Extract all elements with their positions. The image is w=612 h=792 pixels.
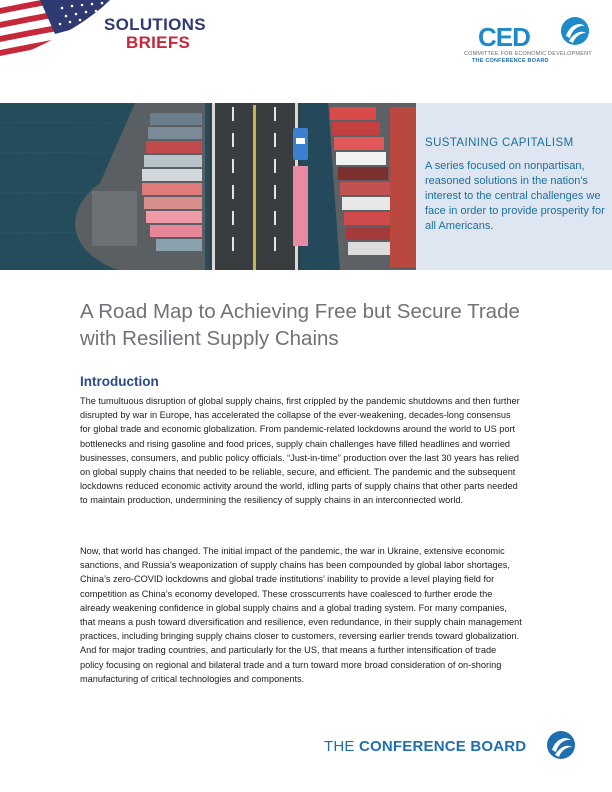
series-description: A series focused on nonpartisan, reasoned solutions in the nation's interest to the central challenges we face in order to provide prosperity for all Americans. [425, 160, 605, 232]
ced-logo-word: CED [478, 22, 530, 52]
series-line-briefs: BRIEFS [126, 33, 191, 52]
us-flag-graphic [0, 0, 110, 70]
solutions-briefs-badge [104, 16, 206, 52]
conference-board-swirl-icon [560, 14, 590, 48]
series-kicker: SUSTAINING CAPITALISM [425, 137, 574, 149]
footer-brand-bold: CONFERENCE BOARD [358, 738, 527, 755]
footer-brand [324, 738, 526, 755]
ced-logo-tagline: COMMITTEE FOR ECONOMIC DEVELOPMENT [464, 51, 592, 57]
series-info-panel [416, 103, 612, 270]
conference-board-logo-icon [546, 729, 576, 761]
body-paragraph: The tumultuous disruption of global supply chains, first crippled by the pandemic shutdowns and then further disrupted by war in Europe, has accelerated the collapse of the ever-weakening, decades-long consensus for global trade and economic globalization. From pandemic-related lockdowns around the world to US port bottlenecks and rising gasoline and food prices, supply chain challenges have filled headlines and worried businesses, consumers, and public policy officials. “Just-in-time” production over the last 30 years has relied on global supply chains that needed to be reliable, secure, and efficient. The pandemic and the subsequent lockdowns reduced economic activity around the world, idling parts of supply chains that other parts needed to maintain production, undermining the resiliency of supply chains in an interconnected world. [80, 396, 520, 506]
hero-photo-container-ships [0, 103, 416, 270]
document-title: A Road Map to Achieving Free but Secure Trade with Resilient Supply Chains [80, 300, 520, 350]
body-paragraph: Now, that world has changed. The initial impact of the pandemic, the war in Ukraine, extensive economic sanctions, and Russia’s weaponization of supply chains has been compounded by global labor shortages, China’s zero-COVID lockdowns and global trade institutions’ inability to provide a level playing field for competition as China’s economy developed. These crosscurrents have coalesced to further erode the already weakening confidence in global supply chains and a global trading system. For many companies, that means a push toward diversification and resilience, even redundance, in their supply chain management practices, including bringing supply chains closer to customers, reversing earlier trends toward globalization. And for major trading countries, and particularly for the US, that means a further intensification of trade policy focusing on regional and bilateral trade and a turn toward more broad consideration of on-shoring manufacturing of critical technologies and components. [80, 546, 522, 684]
series-line-solutions: SOLUTIONS [104, 15, 206, 34]
section-heading-introduction: Introduction [80, 374, 159, 389]
ced-logo-parent: THE CONFERENCE BOARD [472, 58, 549, 64]
footer-brand-light: THE [324, 738, 359, 755]
